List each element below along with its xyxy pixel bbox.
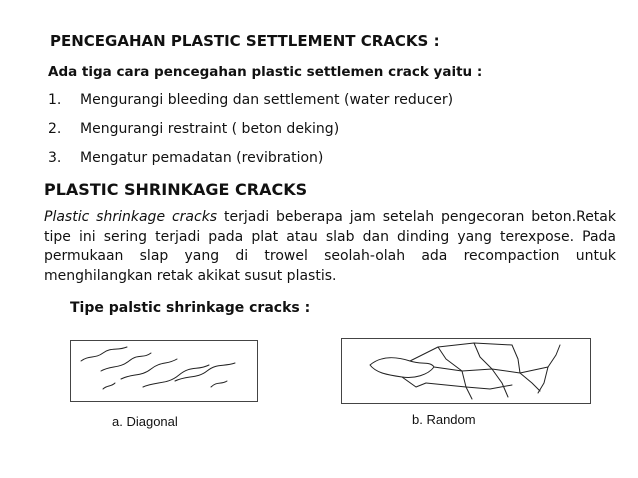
- caption-random: b. Random: [412, 412, 476, 427]
- crack-line: [81, 347, 127, 361]
- list-item-number: 3.: [48, 150, 62, 166]
- crack-line: [211, 381, 227, 387]
- random-cracks-figure: [341, 338, 591, 404]
- heading-shrinkage-cracks: PLASTIC SHRINKAGE CRACKS: [44, 180, 308, 199]
- shrinkage-body: terjadi beberapa jam setelah pengecoran beton.Retak tipe ini sering terjadi pada plat atau slab dan dinding yang terexpose. Pada permukaan slap yang di trowel seolah-olah ada recompaction untuk menghilangkan retak akikat susut plastis.: [44, 209, 616, 284]
- crack-line: [438, 347, 472, 399]
- heading-settlement-cracks: PENCEGAHAN PLASTIC SETTLEMENT CRACKS :: [50, 32, 440, 50]
- crack-line: [548, 345, 560, 367]
- crack-line: [103, 383, 115, 389]
- list-item-number: 1.: [48, 92, 62, 108]
- list-item: [48, 121, 339, 137]
- list-item-text: Mengatur pemadatan (revibration): [80, 150, 324, 166]
- list-item-text: Mengurangi restraint ( beton deking): [80, 121, 340, 137]
- list-item: [48, 150, 323, 166]
- crack-line: [466, 385, 512, 389]
- intro-text: Ada tiga cara pencegahan plastic settlemen crack yaitu :: [48, 64, 483, 80]
- caption-diagonal: a. Diagonal: [112, 414, 178, 429]
- list-item-number: 2.: [48, 121, 62, 137]
- types-label: Tipe palstic shrinkage cracks :: [70, 300, 311, 316]
- crack-line: [121, 359, 177, 379]
- list-item: [48, 92, 453, 108]
- diagonal-cracks-figure: [70, 340, 258, 402]
- crack-line: [143, 365, 209, 387]
- crack-line: [101, 353, 151, 371]
- diagonal-cracks-sketch: [71, 341, 257, 401]
- random-cracks-sketch: [342, 339, 590, 403]
- crack-line: [538, 367, 548, 393]
- crack-line: [512, 345, 540, 391]
- crack-line: [402, 377, 426, 387]
- shrinkage-term: Plastic shrinkage cracks: [44, 209, 218, 225]
- crack-line: [370, 358, 434, 378]
- crack-line: [426, 383, 466, 387]
- crack-line: [410, 343, 512, 361]
- shrinkage-description: [44, 208, 616, 286]
- list-item-text: Mengurangi bleeding dan settlement (water reducer): [80, 92, 454, 108]
